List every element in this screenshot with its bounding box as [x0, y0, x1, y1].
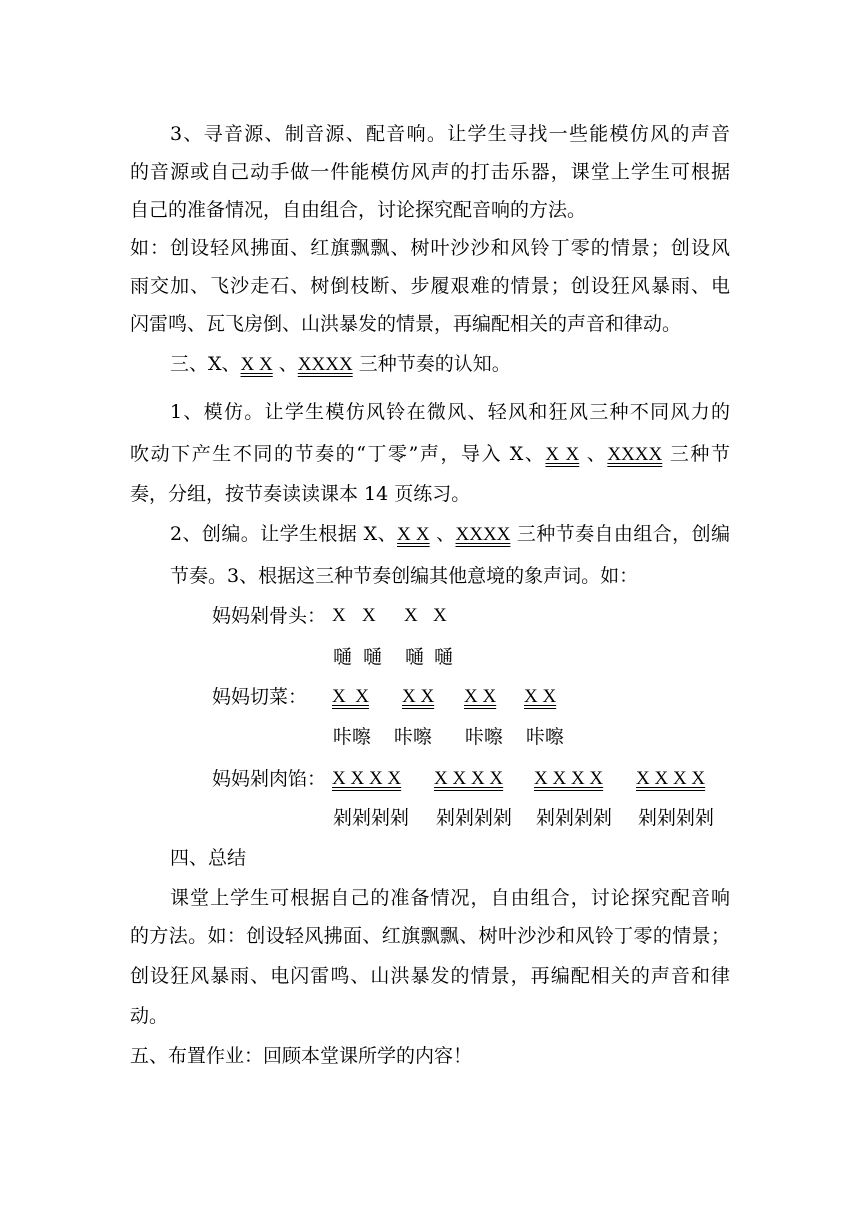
example-2-rhythm-4: X X — [524, 686, 557, 707]
rhythm-two-eighths: X X — [240, 354, 273, 375]
item-1-rhythm-two: X X — [545, 444, 580, 465]
section-3-heading — [170, 352, 730, 377]
example-2-word-3: 咔嚓 — [465, 726, 504, 748]
section-4-line-4: 动。 — [130, 1005, 169, 1027]
example-3-rhythm-4: X X X X — [636, 768, 706, 789]
paragraph-3-line-1: 3、寻音源、制音源、配音响。让学生寻找一些能模仿风的声音 — [170, 123, 730, 145]
item-1-sep: 、 — [579, 443, 608, 465]
item-2-line-2: 节奏。3、根据这三种节奏创编其他意境的象声词。如： — [170, 565, 639, 587]
example-3-word-4: 剁剁剁剁 — [638, 807, 715, 829]
section-4-heading: 四、总结 — [170, 847, 247, 869]
rhythm-four-sixteenths: XXXX — [297, 354, 353, 375]
example-3-rhythm-3: X X X X — [534, 768, 604, 789]
item-2-line-1 — [170, 522, 730, 547]
example-para-line-1: 如：创设轻风拂面、红旗飘飘、树叶沙沙和风铃丁零的情景；创设风 — [130, 237, 730, 259]
example-1-word-3: 嗵 — [405, 646, 425, 668]
example-1-word-2: 嗵 — [363, 646, 383, 668]
example-2-rhythm-3: X X — [464, 686, 497, 707]
item-1-rhythm-four: XXXX — [607, 444, 663, 465]
example-1-rhythm-4: X — [433, 605, 447, 626]
item-1-line-1: 1、模仿。让学生模仿风铃在微风、轻风和狂风三种不同风力的 — [170, 401, 730, 423]
example-2-rhythm-2: X X — [402, 686, 435, 707]
example-3-rhythm-1: X X X X — [332, 768, 402, 789]
item-1-line-2-b: 三种节 — [662, 443, 730, 465]
example-1-word-4: 嗵 — [434, 646, 454, 668]
example-para-line-3: 闪雷鸣、瓦飞房倒、山洪暴发的情景，再编配相关的声音和律动。 — [130, 313, 682, 335]
example-3-word-1: 剁剁剁剁 — [333, 807, 410, 829]
example-1-rhythm-2: X — [362, 605, 376, 626]
item-2-line-1-b: 三种节奏自由组合，创编 — [510, 523, 730, 545]
example-3-label: 妈妈剁肉馅： — [212, 768, 327, 790]
item-1-line-2 — [130, 442, 730, 467]
example-2-word-2: 咔嚓 — [394, 726, 433, 748]
item-2-rhythm-two: X X — [397, 524, 430, 545]
section-4-line-3: 创设狂风暴雨、电闪雷鸣、山洪暴发的情景，再编配相关的声音和律 — [130, 965, 730, 987]
item-2-rhythm-four: XXXX — [455, 524, 511, 545]
section-3-suffix: 三种节奏的认知。 — [352, 353, 511, 375]
example-3-word-3: 剁剁剁剁 — [536, 807, 613, 829]
section-4-line-2: 的方法。如：创设轻风拂面、红旗飘飘、树叶沙沙和风铃丁零的情景； — [130, 925, 730, 947]
section-5-heading: 五、布置作业：回顾本堂课所学的内容！ — [130, 1045, 473, 1067]
section-3-sep: 、 — [272, 353, 298, 375]
example-3-rhythm-2: X X X X — [434, 768, 504, 789]
item-1-line-2-a: 吹动下产生不同的节奏的“丁零”声，导入 X、 — [130, 443, 546, 465]
section-4-line-1: 课堂上学生可根据自己的准备情况，自由组合，讨论探究配音响 — [170, 887, 730, 909]
example-2-word-1: 咔嚓 — [333, 726, 372, 748]
example-2-rhythm-1: X X — [332, 686, 369, 707]
example-2-word-4: 咔嚓 — [526, 726, 565, 748]
item-1-line-3: 奏，分组，按节奏读读课本 14 页练习。 — [130, 483, 471, 505]
example-1-rhythm-1: X — [332, 605, 346, 626]
item-2-line-1-a: 2、创编。让学生根据 X、 — [170, 523, 398, 545]
example-3-word-2: 剁剁剁剁 — [436, 807, 513, 829]
example-1-rhythm-3: X — [404, 605, 418, 626]
item-2-sep: 、 — [429, 523, 456, 545]
example-1-label: 妈妈剁骨头： — [212, 605, 327, 627]
example-1-word-1: 嗵 — [333, 646, 353, 668]
section-3-prefix: 三、X、 — [170, 353, 241, 375]
example-2-label: 妈妈切菜： — [212, 686, 308, 708]
paragraph-3-line-3: 自己的准备情况，自由组合，讨论探究配音响的方法。 — [130, 199, 587, 221]
example-para-line-2: 雨交加、飞沙走石、树倒枝断、步履艰难的情景；创设狂风暴雨、电 — [130, 275, 730, 297]
paragraph-3-line-2: 的音源或自己动手做一件能模仿风声的打击乐器，课堂上学生可根据 — [130, 161, 730, 183]
